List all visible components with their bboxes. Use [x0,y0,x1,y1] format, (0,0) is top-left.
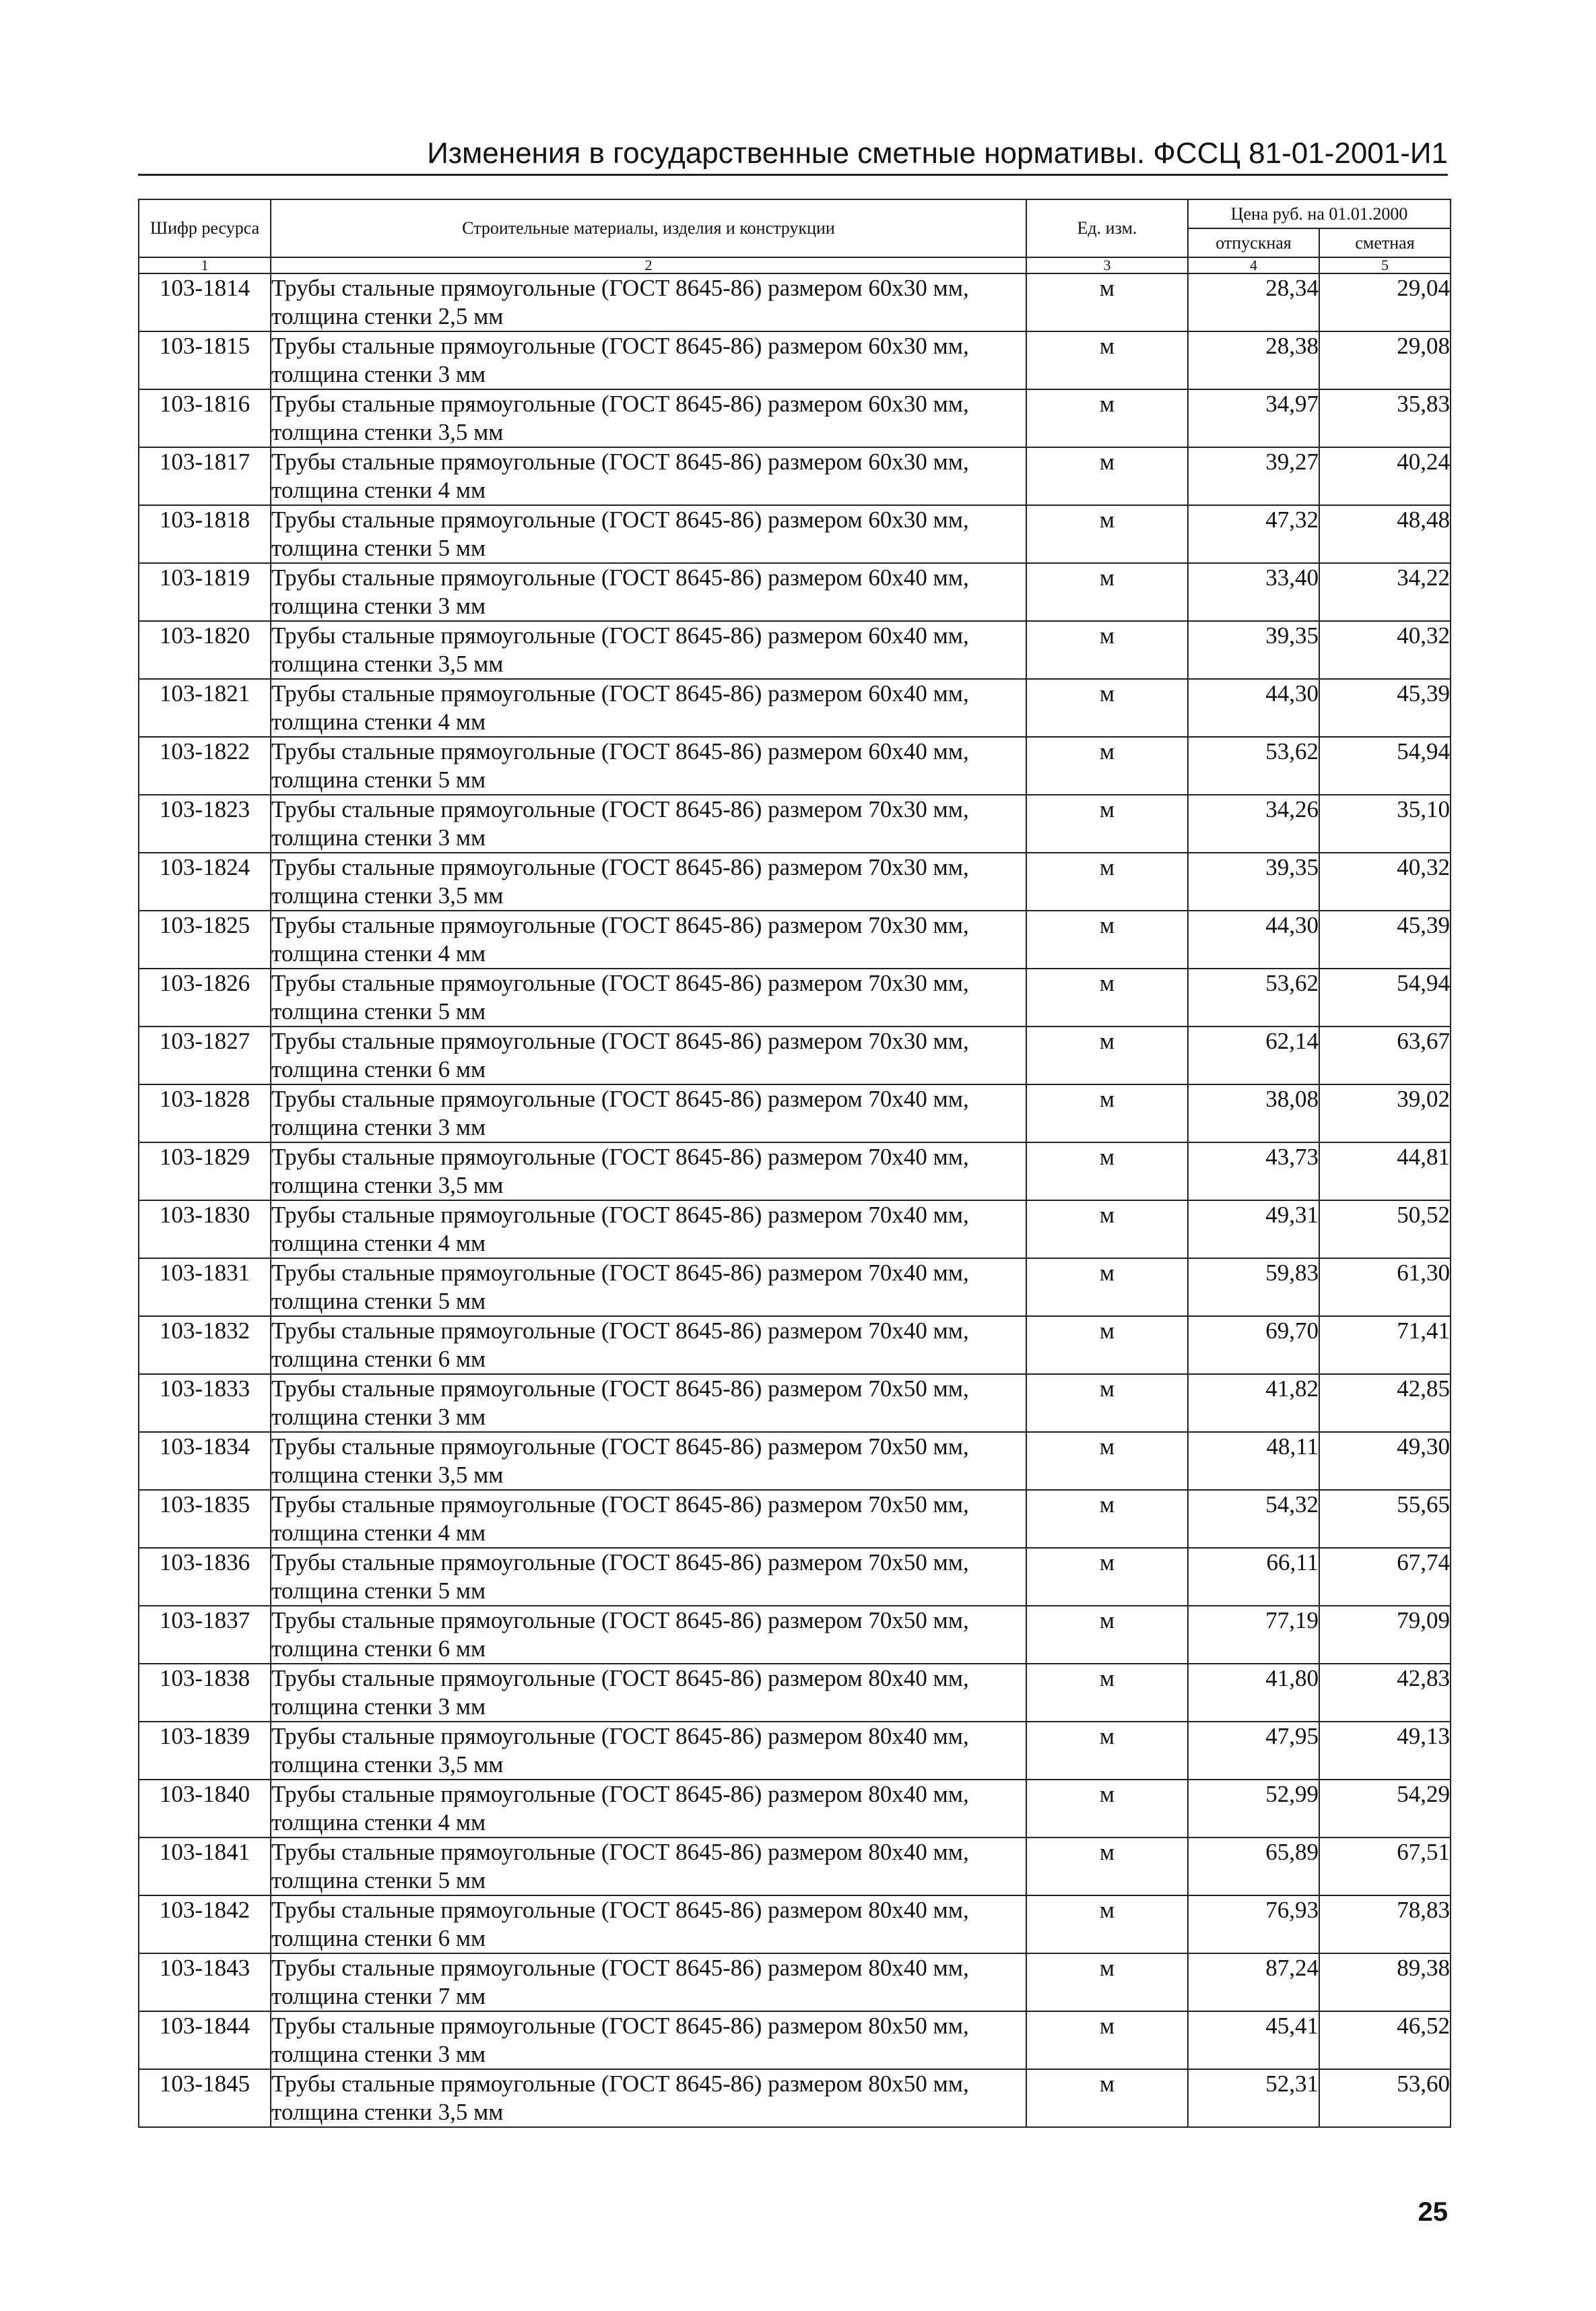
estimate-price: 34,22 [1319,563,1451,621]
estimate-price: 61,30 [1319,1258,1451,1316]
table-row [139,447,1451,505]
material-name-line2: толщина стенки 6 мм [271,1346,486,1372]
material-name [271,1664,1026,1722]
estimate-price: 35,10 [1319,795,1451,853]
resource-code: 103-1821 [139,679,271,737]
release-price: 54,32 [1188,1490,1319,1548]
table-row [139,505,1451,563]
unit-cell: м [1026,2069,1188,2127]
release-price: 34,26 [1188,795,1319,853]
resource-code: 103-1839 [139,1722,271,1780]
resource-code: 103-1824 [139,853,271,911]
release-price: 66,11 [1188,1548,1319,1606]
material-name-line1: Трубы стальные прямоугольные (ГОСТ 8645-86) размером 60x30 мм, [271,391,969,417]
material-name [271,1606,1026,1664]
release-price: 52,99 [1188,1780,1319,1837]
unit-cell: м [1026,1258,1188,1316]
material-name-line1: Трубы стальные прямоугольные (ГОСТ 8645-86) размером 70x50 мм, [271,1491,969,1518]
material-name [271,1374,1026,1432]
estimate-price: 67,51 [1319,1837,1451,1895]
material-name [271,447,1026,505]
col-unit-header: Ед. изм. [1026,199,1188,257]
release-price: 59,83 [1188,1258,1319,1316]
material-name [271,563,1026,621]
table-row [139,1895,1451,1953]
header-row [139,199,1451,228]
column-number: 1 [139,257,271,273]
unit-cell: м [1026,1722,1188,1780]
unit-cell: м [1026,1953,1188,2011]
material-name [271,621,1026,679]
material-name-line1: Трубы стальные прямоугольные (ГОСТ 8645-86) размером 80x40 мм, [271,1955,969,1981]
material-name [271,331,1026,389]
unit-cell: м [1026,1432,1188,1490]
material-name [271,853,1026,911]
resource-code: 103-1818 [139,505,271,563]
material-name-line2: толщина стенки 3 мм [271,1114,486,1140]
estimate-price: 39,02 [1319,1084,1451,1142]
column-number: 4 [1188,257,1319,273]
material-name-line1: Трубы стальные прямоугольные (ГОСТ 8645-86) размером 80x40 мм, [271,1781,969,1807]
release-price: 43,73 [1188,1142,1319,1200]
material-name-line2: толщина стенки 6 мм [271,1635,486,1662]
resource-code: 103-1836 [139,1548,271,1606]
material-name-line2: толщина стенки 5 мм [271,767,486,793]
unit-cell: м [1026,911,1188,969]
material-name [271,2069,1026,2127]
resource-code: 103-1815 [139,331,271,389]
release-price: 45,41 [1188,2011,1319,2069]
material-name-line2: толщина стенки 6 мм [271,1925,486,1951]
resource-code: 103-1817 [139,447,271,505]
material-name-line2: толщина стенки 6 мм [271,1056,486,1082]
material-name [271,273,1026,331]
estimate-price: 42,83 [1319,1664,1451,1722]
table-row [139,737,1451,795]
estimate-price: 54,29 [1319,1780,1451,1837]
page-header [138,133,1448,176]
material-name-line2: толщина стенки 3,5 мм [271,1172,504,1198]
table-row [139,1084,1451,1142]
unit-cell: м [1026,1027,1188,1084]
estimate-price: 35,83 [1319,389,1451,447]
estimate-price: 78,83 [1319,1895,1451,1953]
material-name-line2: толщина стенки 3 мм [271,1693,486,1720]
resource-code: 103-1823 [139,795,271,853]
table-row [139,1027,1451,1084]
material-name-line2: толщина стенки 3,5 мм [271,651,504,677]
col-estimate-header: сметная [1319,228,1451,257]
material-name-line1: Трубы стальные прямоугольные (ГОСТ 8645-86) размером 70x30 мм, [271,912,969,938]
unit-cell: м [1026,505,1188,563]
unit-cell: м [1026,969,1188,1027]
release-price: 44,30 [1188,911,1319,969]
resource-code: 103-1820 [139,621,271,679]
material-name-line2: толщина стенки 3,5 мм [271,882,504,909]
material-name-line2: толщина стенки 3 мм [271,593,486,619]
release-price: 69,70 [1188,1316,1319,1374]
material-name [271,1084,1026,1142]
table-row [139,2011,1451,2069]
estimate-price: 53,60 [1319,2069,1451,2127]
material-name [271,1200,1026,1258]
material-name [271,1316,1026,1374]
col-code-header: Шифр ресурса [139,199,271,257]
material-name-line1: Трубы стальные прямоугольные (ГОСТ 8645-86) размером 60x30 мм, [271,333,969,359]
material-name-line2: толщина стенки 5 мм [271,535,486,561]
resource-code: 103-1830 [139,1200,271,1258]
release-price: 39,27 [1188,447,1319,505]
material-name [271,1490,1026,1548]
release-price: 76,93 [1188,1895,1319,1953]
unit-cell: м [1026,1837,1188,1895]
table-row [139,1780,1451,1837]
estimate-price: 55,65 [1319,1490,1451,1548]
material-name-line1: Трубы стальные прямоугольные (ГОСТ 8645-86) размером 70x40 мм, [271,1317,969,1344]
unit-cell: м [1026,273,1188,331]
material-name [271,969,1026,1027]
unit-cell: м [1026,1606,1188,1664]
resource-code: 103-1838 [139,1664,271,1722]
table-row [139,273,1451,331]
unit-cell: м [1026,1895,1188,1953]
estimate-price: 71,41 [1319,1316,1451,1374]
resource-code: 103-1829 [139,1142,271,1200]
material-name-line2: толщина стенки 3,5 мм [271,1462,504,1488]
resource-code: 103-1819 [139,563,271,621]
table-row [139,969,1451,1027]
material-name-line1: Трубы стальные прямоугольные (ГОСТ 8645-86) размером 80x40 мм, [271,1665,969,1691]
material-name-line1: Трубы стальные прямоугольные (ГОСТ 8645-86) размером 70x50 мм, [271,1375,969,1402]
material-name-line2: толщина стенки 4 мм [271,1230,486,1256]
column-number: 3 [1026,257,1188,273]
estimate-price: 42,85 [1319,1374,1451,1432]
material-name [271,795,1026,853]
release-price: 87,24 [1188,1953,1319,2011]
table-row [139,621,1451,679]
unit-cell: м [1026,1084,1188,1142]
material-name-line1: Трубы стальные прямоугольные (ГОСТ 8645-86) размером 80x40 мм, [271,1839,969,1865]
material-name-line2: толщина стенки 4 мм [271,1520,486,1546]
table-body [139,273,1451,2127]
resource-code: 103-1835 [139,1490,271,1548]
resource-code: 103-1831 [139,1258,271,1316]
unit-cell: м [1026,1490,1188,1548]
material-name-line2: толщина стенки 3 мм [271,2041,486,2067]
unit-cell: м [1026,1316,1188,1374]
column-numbers-row [139,257,1451,273]
material-name-line1: Трубы стальные прямоугольные (ГОСТ 8645-86) размером 80x50 мм, [271,2071,969,2097]
estimate-price: 50,52 [1319,1200,1451,1258]
estimate-price: 45,39 [1319,911,1451,969]
unit-cell: м [1026,679,1188,737]
col-release-header: отпускная [1188,228,1319,257]
material-name-line2: толщина стенки 2,5 мм [271,303,504,329]
release-price: 65,89 [1188,1837,1319,1895]
material-name-line1: Трубы стальные прямоугольные (ГОСТ 8645-86) размером 60x40 мм, [271,564,969,591]
material-name-line2: толщина стенки 3,5 мм [271,2099,504,2125]
table-row [139,1316,1451,1374]
unit-cell: м [1026,795,1188,853]
release-price: 28,34 [1188,273,1319,331]
material-name-line1: Трубы стальные прямоугольные (ГОСТ 8645-86) размером 60x30 мм, [271,275,969,301]
document-title: Изменения в государственные сметные нормативы. ФССЦ 81-01-2001-И1 [427,137,1448,170]
release-price: 39,35 [1188,853,1319,911]
material-name-line1: Трубы стальные прямоугольные (ГОСТ 8645-86) размером 80x40 мм, [271,1723,969,1749]
material-name [271,1953,1026,2011]
unit-cell: м [1026,1142,1188,1200]
material-name-line1: Трубы стальные прямоугольные (ГОСТ 8645-86) размером 70x30 мм, [271,970,969,996]
table-row [139,563,1451,621]
table-row [139,1490,1451,1548]
estimate-price: 29,04 [1319,273,1451,331]
estimate-price: 48,48 [1319,505,1451,563]
material-name-line1: Трубы стальные прямоугольные (ГОСТ 8645-86) размером 80x50 мм, [271,2013,969,2039]
unit-cell: м [1026,389,1188,447]
release-price: 34,97 [1188,389,1319,447]
estimate-price: 67,74 [1319,1548,1451,1606]
estimate-price: 79,09 [1319,1606,1451,1664]
material-name [271,1722,1026,1780]
estimate-price: 63,67 [1319,1027,1451,1084]
column-number: 2 [271,257,1026,273]
table-row [139,389,1451,447]
material-name-line1: Трубы стальные прямоугольные (ГОСТ 8645-86) размером 70x30 мм, [271,796,969,822]
resource-code: 103-1832 [139,1316,271,1374]
material-name [271,911,1026,969]
table-row [139,1837,1451,1895]
estimate-price: 49,13 [1319,1722,1451,1780]
release-price: 53,62 [1188,969,1319,1027]
material-name [271,1780,1026,1837]
resource-code: 103-1841 [139,1837,271,1895]
unit-cell: м [1026,2011,1188,2069]
material-name-line1: Трубы стальные прямоугольные (ГОСТ 8645-86) размером 70x50 мм, [271,1549,969,1575]
resource-code: 103-1834 [139,1432,271,1490]
unit-cell: м [1026,737,1188,795]
estimate-price: 45,39 [1319,679,1451,737]
unit-cell: м [1026,1664,1188,1722]
price-table [138,199,1451,2128]
resource-code: 103-1842 [139,1895,271,1953]
release-price: 53,62 [1188,737,1319,795]
material-name-line2: толщина стенки 4 мм [271,709,486,735]
estimate-price: 54,94 [1319,969,1451,1027]
material-name-line1: Трубы стальные прямоугольные (ГОСТ 8645-86) размером 80x40 мм, [271,1897,969,1923]
unit-cell: м [1026,563,1188,621]
resource-code: 103-1844 [139,2011,271,2069]
estimate-price: 44,81 [1319,1142,1451,1200]
release-price: 44,30 [1188,679,1319,737]
table-row [139,1664,1451,1722]
material-name-line2: толщина стенки 7 мм [271,1983,486,2009]
resource-code: 103-1826 [139,969,271,1027]
table-row [139,2069,1451,2127]
estimate-price: 40,32 [1319,853,1451,911]
table-row [139,1432,1451,1490]
material-name-line2: толщина стенки 3 мм [271,1404,486,1430]
unit-cell: м [1026,1780,1188,1837]
material-name-line1: Трубы стальные прямоугольные (ГОСТ 8645-86) размером 70x50 мм, [271,1433,969,1460]
estimate-price: 54,94 [1319,737,1451,795]
material-name-line2: толщина стенки 4 мм [271,477,486,503]
estimate-price: 89,38 [1319,1953,1451,2011]
resource-code: 103-1822 [139,737,271,795]
release-price: 39,35 [1188,621,1319,679]
material-name-line1: Трубы стальные прямоугольные (ГОСТ 8645-86) размером 70x30 мм, [271,1028,969,1054]
unit-cell: м [1026,1548,1188,1606]
release-price: 47,32 [1188,505,1319,563]
release-price: 38,08 [1188,1084,1319,1142]
resource-code: 103-1828 [139,1084,271,1142]
release-price: 47,95 [1188,1722,1319,1780]
material-name-line1: Трубы стальные прямоугольные (ГОСТ 8645-86) размером 70x40 мм, [271,1144,969,1170]
estimate-price: 49,30 [1319,1432,1451,1490]
resource-code: 103-1837 [139,1606,271,1664]
material-name [271,737,1026,795]
release-price: 41,82 [1188,1374,1319,1432]
table-row [139,795,1451,853]
material-name-line1: Трубы стальные прямоугольные (ГОСТ 8645-86) размером 60x40 мм, [271,622,969,649]
table-row [139,1548,1451,1606]
release-price: 41,80 [1188,1664,1319,1722]
material-name-line1: Трубы стальные прямоугольные (ГОСТ 8645-86) размером 60x40 мм, [271,680,969,707]
material-name-line1: Трубы стальные прямоугольные (ГОСТ 8645-86) размером 60x40 мм, [271,738,969,764]
unit-cell: м [1026,447,1188,505]
estimate-price: 46,52 [1319,2011,1451,2069]
release-price: 62,14 [1188,1027,1319,1084]
material-name [271,1142,1026,1200]
material-name-line2: толщина стенки 3 мм [271,361,486,387]
table-row [139,911,1451,969]
column-number: 5 [1319,257,1451,273]
material-name-line1: Трубы стальные прямоугольные (ГОСТ 8645-86) размером 70x40 мм, [271,1086,969,1112]
material-name [271,2011,1026,2069]
estimate-price: 40,32 [1319,621,1451,679]
material-name-line2: толщина стенки 4 мм [271,940,486,967]
unit-cell: м [1026,1200,1188,1258]
release-price: 33,40 [1188,563,1319,621]
material-name-line2: толщина стенки 3,5 мм [271,1751,504,1778]
material-name [271,505,1026,563]
material-name-line2: толщина стенки 4 мм [271,1809,486,1835]
material-name-line2: толщина стенки 3,5 мм [271,419,504,445]
release-price: 28,38 [1188,331,1319,389]
estimate-price: 40,24 [1319,447,1451,505]
resource-code: 103-1840 [139,1780,271,1837]
table-row [139,1258,1451,1316]
release-price: 52,31 [1188,2069,1319,2127]
resource-code: 103-1843 [139,1953,271,2011]
material-name-line1: Трубы стальные прямоугольные (ГОСТ 8645-86) размером 70x40 мм, [271,1260,969,1286]
release-price: 77,19 [1188,1606,1319,1664]
material-name-line2: толщина стенки 5 мм [271,1577,486,1604]
resource-code: 103-1845 [139,2069,271,2127]
unit-cell: м [1026,621,1188,679]
material-name [271,679,1026,737]
table-row [139,1374,1451,1432]
col-name-header: Строительные материалы, изделия и конструкции [271,199,1026,257]
page-number: 25 [1418,2197,1448,2227]
material-name [271,1837,1026,1895]
material-name-line1: Трубы стальные прямоугольные (ГОСТ 8645-86) размером 60x30 мм, [271,507,969,533]
table-row [139,1606,1451,1664]
resource-code: 103-1814 [139,273,271,331]
table-row [139,853,1451,911]
material-name-line1: Трубы стальные прямоугольные (ГОСТ 8645-86) размером 70x40 мм, [271,1202,969,1228]
material-name [271,1548,1026,1606]
release-price: 48,11 [1188,1432,1319,1490]
material-name-line2: толщина стенки 5 мм [271,998,486,1024]
material-name [271,1895,1026,1953]
release-price: 49,31 [1188,1200,1319,1258]
material-name [271,1027,1026,1084]
table-row [139,1142,1451,1200]
table-row [139,679,1451,737]
resource-code: 103-1833 [139,1374,271,1432]
material-name [271,389,1026,447]
table-row [139,1953,1451,2011]
col-price-header: Цена руб. на 01.01.2000 [1188,199,1451,228]
table-row [139,1722,1451,1780]
unit-cell: м [1026,331,1188,389]
resource-code: 103-1816 [139,389,271,447]
unit-cell: м [1026,853,1188,911]
material-name-line1: Трубы стальные прямоугольные (ГОСТ 8645-86) размером 60x30 мм, [271,449,969,475]
material-name-line2: толщина стенки 5 мм [271,1867,486,1893]
estimate-price: 29,08 [1319,331,1451,389]
unit-cell: м [1026,1374,1188,1432]
table-row [139,331,1451,389]
material-name-line2: толщина стенки 5 мм [271,1288,486,1314]
resource-code: 103-1827 [139,1027,271,1084]
material-name [271,1258,1026,1316]
material-name [271,1432,1026,1490]
material-name-line1: Трубы стальные прямоугольные (ГОСТ 8645-86) размером 70x30 мм, [271,854,969,880]
resource-code: 103-1825 [139,911,271,969]
material-name-line2: толщина стенки 3 мм [271,824,486,851]
material-name-line1: Трубы стальные прямоугольные (ГОСТ 8645-86) размером 70x50 мм, [271,1607,969,1633]
table-row [139,1200,1451,1258]
